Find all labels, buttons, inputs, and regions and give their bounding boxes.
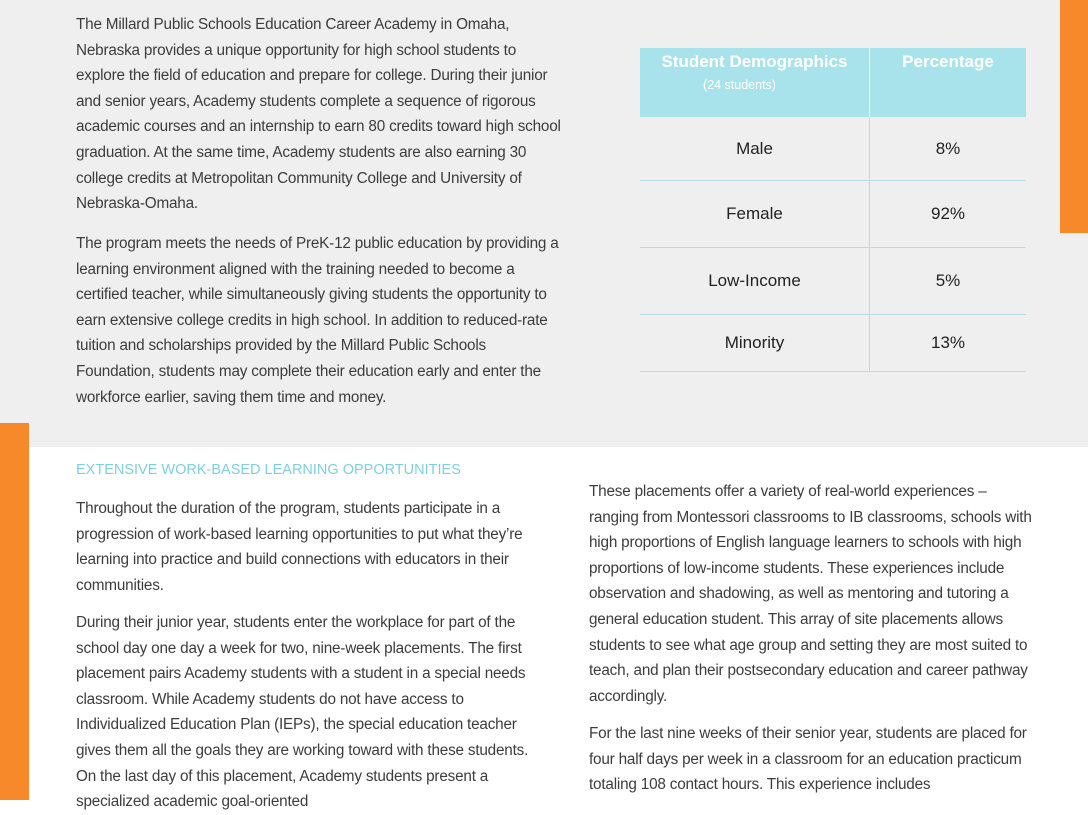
header-demographics-label: Student Demographics <box>661 52 848 71</box>
table-row <box>640 117 1026 181</box>
row-value: 5% <box>870 248 1027 315</box>
intro-paragraph-1: The Millard Public Schools Education Career Academy in Omaha, Nebraska provides a unique opportunity for high school students to explore the field of education and prepare for college. During their junior and senior years, Academy students complete a sequence of rigorous academic courses and an internship to earn 80 credits toward high school graduation. At the same time, Academy students are also earning 30 college credits at Metropolitan Community College and University of Nebraska-Omaha. <box>76 16 561 213</box>
header-demographics-sub: (24 students) <box>703 78 776 92</box>
intro-paragraph-2: The program meets the needs of PreK-12 public education by providing a learning environment aligned with the training needed to become a certified teacher, while simultaneously giving students the opportunity to earn extensive college credits in high school. In addition to reduced-rate tuition and scholarships provided by the Millard Public Schools Foundation, students may complete their education early and enter the workforce earlier, saving them time and money. <box>76 235 559 406</box>
accent-bar-left <box>0 423 29 800</box>
left-column-paragraph-2: During their junior year, students enter the workplace for part of the school day one day a week for two, nine-week placements. The first placement pairs Academy students with a student in a special needs classroom. While Academy students do not have access to Individualized Education Plan (IEPs), the special education teacher gives them all the goals they are working toward with these students. On the last day of this placement, Academy students present a specialized academic goal-oriented <box>76 614 529 811</box>
header-demographics <box>640 48 870 117</box>
row-value: 92% <box>870 181 1027 248</box>
row-value: 8% <box>870 117 1027 181</box>
row-label: Low-Income <box>640 248 870 315</box>
header-percentage: Percentage <box>870 48 1027 117</box>
row-value: 13% <box>870 315 1027 372</box>
table-row <box>640 181 1026 248</box>
table-row <box>640 315 1026 372</box>
row-label: Male <box>640 117 870 181</box>
right-column-paragraph-2: For the last nine weeks of their senior year, students are placed for four half days per week in a classroom for an education practicum totaling 108 contact hours. This experience includes <box>589 725 1027 794</box>
right-column-paragraph-1: These placements offer a variety of real-world experiences – ranging from Montessori classrooms to IB classrooms, schools with high proportions of English language learners to schools with high proportions of low-income students. These experiences include observation and shadowing, as well as mentoring and tutoring a general education student. This array of site placements allows students to see what age group and setting they are most suited to teach, and plan their postsecondary education and career pathway accordingly. <box>589 483 1032 705</box>
table-row <box>640 248 1026 315</box>
accent-bar-right <box>1060 0 1088 233</box>
table-header-row <box>640 48 1026 117</box>
section-heading: EXTENSIVE WORK-BASED LEARNING OPPORTUNITIES <box>76 462 461 478</box>
row-label: Female <box>640 181 870 248</box>
left-column-paragraph-1: Throughout the duration of the program, students participate in a progression of work-based learning opportunities to put what they’re learning into practice and build connections with educators in their communities. <box>76 500 523 594</box>
row-label: Minority <box>640 315 870 372</box>
demographics-table <box>640 48 1026 372</box>
